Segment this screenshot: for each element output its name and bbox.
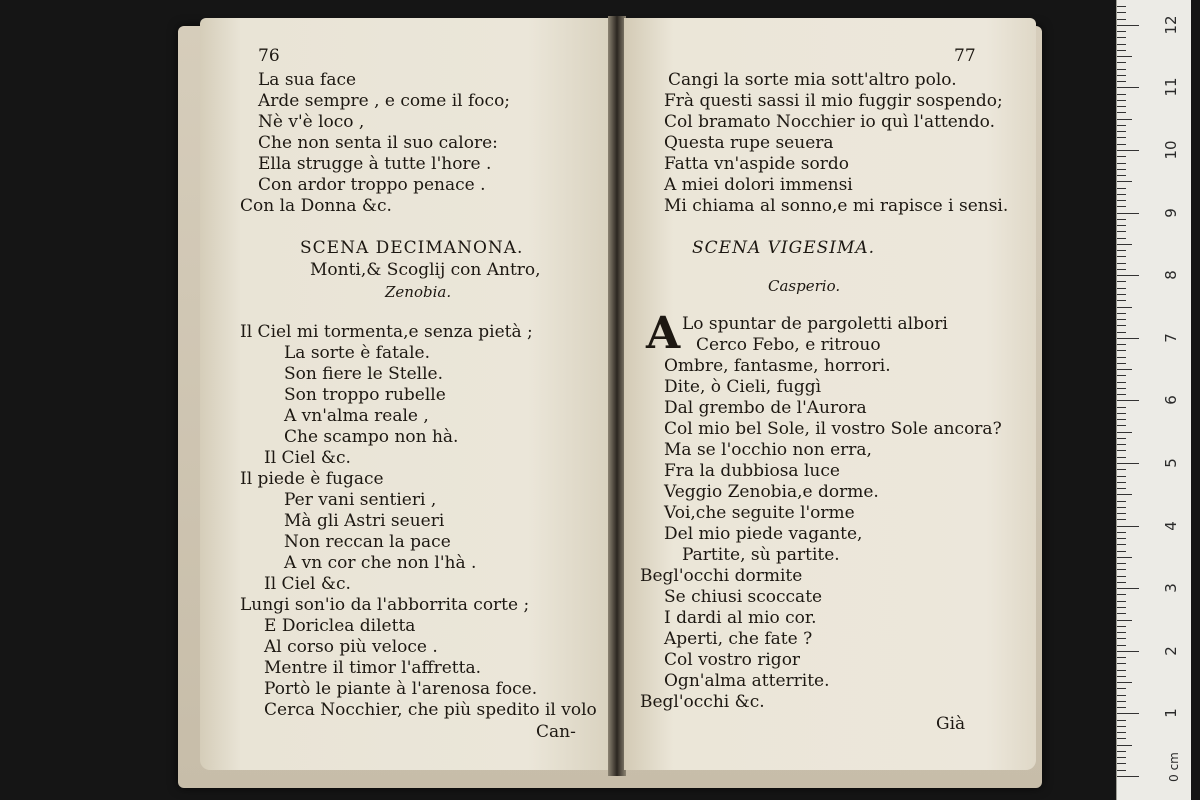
ruler-tick xyxy=(1117,476,1126,477)
text-line: A vn cor che non l'hà . xyxy=(284,553,477,573)
ruler-tick xyxy=(1117,576,1126,577)
text-line: Fra la dubbiosa luce xyxy=(664,461,840,481)
text-line: A vn'alma reale , xyxy=(284,406,429,426)
ruler-tick xyxy=(1117,244,1132,245)
text-line: Il Ciel &c. xyxy=(264,574,351,594)
text-line: Aperti, che fate ? xyxy=(664,629,813,649)
ruler-tick xyxy=(1117,375,1126,376)
ruler-tick xyxy=(1117,457,1126,458)
text-line: Son fiere le Stelle. xyxy=(284,364,444,384)
ruler-tick xyxy=(1117,131,1126,132)
ruler-number: 12 xyxy=(1162,15,1180,35)
ruler-tick xyxy=(1117,156,1126,157)
ruler-tick xyxy=(1117,256,1126,257)
text-line: Che scampo non hà. xyxy=(284,427,459,447)
ruler-tick xyxy=(1117,6,1126,7)
text-line: Voi,che seguite l'orme xyxy=(664,503,855,523)
ruler-tick xyxy=(1117,206,1126,207)
ruler-tick xyxy=(1117,175,1126,176)
ruler-tick xyxy=(1117,695,1126,696)
ruler-tick xyxy=(1117,544,1126,545)
text-line: Ogn'alma atterrite. xyxy=(664,671,830,691)
ruler-tick xyxy=(1117,776,1139,777)
text-line: Fatta vn'aspide sordo xyxy=(664,154,849,174)
ruler-tick xyxy=(1117,87,1139,88)
text-line: Begl'occhi dormite xyxy=(640,566,803,586)
scene-heading: SCENA DECIMANONA. xyxy=(300,238,524,258)
ruler-tick xyxy=(1117,163,1126,164)
character-name: Zenobia. xyxy=(385,283,452,301)
ruler-tick xyxy=(1117,44,1126,45)
page-number: 76 xyxy=(258,46,280,66)
ruler-tick xyxy=(1117,225,1126,226)
ruler-tick xyxy=(1117,488,1126,489)
ruler-tick xyxy=(1117,582,1126,583)
ruler-tick xyxy=(1117,682,1132,683)
ruler-tick xyxy=(1117,645,1126,646)
ruler-tick xyxy=(1117,112,1126,113)
ruler-tick xyxy=(1117,732,1126,733)
ruler-tick xyxy=(1117,388,1126,389)
ruler-tick xyxy=(1117,613,1126,614)
text-line: Lungi son'io da l'abborrita corte ; xyxy=(240,595,530,615)
text-line: Nè v'è loco , xyxy=(258,112,365,132)
catchword: Già xyxy=(936,714,966,734)
scene-setting: Monti,& Scoglij con Antro, xyxy=(310,260,541,280)
ruler-tick xyxy=(1117,413,1126,414)
ruler-tick xyxy=(1117,713,1139,714)
ruler-tick xyxy=(1117,425,1126,426)
text-line: Questa rupe seuera xyxy=(664,133,834,153)
ruler-tick xyxy=(1117,181,1132,182)
ruler-tick xyxy=(1117,300,1126,301)
ruler-tick xyxy=(1117,219,1126,220)
ruler-tick xyxy=(1117,37,1126,38)
ruler-tick xyxy=(1117,569,1126,570)
ruler-number: 4 xyxy=(1162,520,1180,531)
ruler-tick xyxy=(1117,657,1126,658)
ruler-tick xyxy=(1117,563,1126,564)
ruler-number: 5 xyxy=(1162,458,1180,468)
ruler-tick xyxy=(1117,382,1126,383)
ruler-tick xyxy=(1117,31,1126,32)
ruler-tick xyxy=(1117,588,1139,589)
ruler-tick xyxy=(1117,106,1126,107)
catchword: Can- xyxy=(536,722,576,742)
ruler-tick xyxy=(1117,319,1126,320)
ruler-tick xyxy=(1117,269,1126,270)
text-line: Il Ciel &c. xyxy=(264,448,351,468)
ruler-tick xyxy=(1117,231,1126,232)
ruler-tick xyxy=(1117,632,1126,633)
ruler-tick xyxy=(1117,701,1126,702)
ruler-tick xyxy=(1117,169,1126,170)
text-line: Partite, sù partite. xyxy=(682,545,840,565)
ruler-tick xyxy=(1117,281,1126,282)
text-line: I dardi al mio cor. xyxy=(664,608,817,628)
drop-cap: A xyxy=(646,308,681,359)
text-line: Dal grembo de l'Aurora xyxy=(664,398,867,418)
ruler-tick xyxy=(1117,100,1126,101)
ruler-tick xyxy=(1117,294,1126,295)
ruler-tick xyxy=(1117,438,1126,439)
ruler-tick xyxy=(1117,144,1126,145)
ruler-tick xyxy=(1117,507,1126,508)
text-line: Ella strugge à tutte l'hore . xyxy=(258,154,492,174)
ruler-tick xyxy=(1117,344,1126,345)
text-line: Dite, ò Cieli, fuggì xyxy=(664,377,822,397)
text-line: Begl'occhi &c. xyxy=(640,692,765,712)
ruler-tick xyxy=(1117,720,1126,721)
text-line: E Doriclea diletta xyxy=(264,616,416,636)
text-line: Per vani sentieri , xyxy=(284,490,437,510)
text-line: Veggio Zenobia,e dorme. xyxy=(664,482,879,502)
open-book xyxy=(172,12,1052,787)
ruler-number: 11 xyxy=(1162,77,1180,97)
ruler-tick xyxy=(1117,738,1126,739)
text-line: A miei dolori immensi xyxy=(664,175,853,195)
ruler-tick xyxy=(1117,363,1126,364)
ruler-tick xyxy=(1117,745,1132,746)
text-line: Mentre il timor l'affretta. xyxy=(264,658,481,678)
ruler-tick xyxy=(1117,137,1126,138)
ruler-tick xyxy=(1117,325,1126,326)
ruler-tick xyxy=(1117,62,1126,63)
text-line: Cangi la sorte mia sott'altro polo. xyxy=(668,70,957,90)
text-line: Ma se l'occhio non erra, xyxy=(664,440,872,460)
ruler-tick xyxy=(1117,69,1126,70)
ruler-tick xyxy=(1117,594,1126,595)
ruler-unit-label: 0 cm xyxy=(1166,752,1181,782)
left-page xyxy=(200,18,610,770)
ruler-tick xyxy=(1117,419,1126,420)
ruler-tick xyxy=(1117,263,1126,264)
character-name: Casperio. xyxy=(768,277,841,295)
ruler-tick xyxy=(1117,194,1126,195)
ruler-tick xyxy=(1117,275,1139,276)
ruler-tick xyxy=(1117,757,1126,758)
text-line: Col vostro rigor xyxy=(664,650,801,670)
ruler-tick xyxy=(1117,501,1126,502)
text-line: Son troppo rubelle xyxy=(284,385,446,405)
ruler-tick xyxy=(1117,751,1126,752)
ruler-tick xyxy=(1117,519,1126,520)
text-line: Ombre, fantasme, horrori. xyxy=(664,356,891,376)
ruler-tick xyxy=(1117,663,1126,664)
ruler-tick xyxy=(1117,638,1126,639)
ruler-number: 2 xyxy=(1162,646,1180,656)
ruler-number: 1 xyxy=(1162,708,1180,719)
ruler-number: 6 xyxy=(1162,395,1180,406)
ruler-tick xyxy=(1117,526,1139,527)
text-line: Arde sempre , e come il foco; xyxy=(258,91,511,111)
text-line: Al corso più veloce . xyxy=(264,637,438,657)
ruler-tick xyxy=(1117,688,1126,689)
ruler-tick xyxy=(1117,12,1126,13)
text-line: Se chiusi scoccate xyxy=(664,587,823,607)
text-line: Portò le piante à l'arenosa foce. xyxy=(264,679,538,699)
measuring-ruler xyxy=(1116,0,1191,800)
ruler-tick xyxy=(1117,538,1126,539)
text-line: La sorte è fatale. xyxy=(284,343,430,363)
text-line: Il piede è fugace xyxy=(240,469,384,489)
text-line: Col mio bel Sole, il vostro Sole ancora? xyxy=(664,419,1002,439)
ruler-tick xyxy=(1117,369,1132,370)
ruler-number: 10 xyxy=(1162,140,1180,160)
ruler-tick xyxy=(1117,56,1132,57)
text-line: Mi chiama al sonno,e mi rapisce i sensi. xyxy=(664,196,1009,216)
ruler-tick xyxy=(1117,213,1139,214)
ruler-tick xyxy=(1117,626,1126,627)
ruler-tick xyxy=(1117,250,1126,251)
ruler-number: 9 xyxy=(1162,207,1180,218)
ruler-tick xyxy=(1117,450,1126,451)
ruler-tick xyxy=(1117,25,1139,26)
ruler-tick xyxy=(1117,94,1126,95)
text-line: Cerco Febo, e ritrouo xyxy=(696,335,881,355)
ruler-tick xyxy=(1117,557,1132,558)
ruler-tick xyxy=(1117,432,1132,433)
ruler-tick xyxy=(1117,707,1126,708)
ruler-tick xyxy=(1117,763,1126,764)
ruler-tick xyxy=(1117,651,1139,652)
ruler-tick xyxy=(1117,350,1126,351)
ruler-tick xyxy=(1117,532,1126,533)
ruler-tick xyxy=(1117,150,1139,151)
ruler-tick xyxy=(1117,332,1126,333)
ruler-tick xyxy=(1117,726,1126,727)
text-line: Lo spuntar de pargoletti albori xyxy=(682,314,948,334)
ruler-tick xyxy=(1117,288,1126,289)
text-line: Con ardor troppo penace . xyxy=(258,175,486,195)
page-number: 77 xyxy=(954,46,976,66)
ruler-tick xyxy=(1117,313,1126,314)
ruler-tick xyxy=(1117,620,1132,621)
ruler-tick xyxy=(1117,357,1126,358)
text-line: Il Ciel mi tormenta,e senza pietà ; xyxy=(240,322,533,342)
text-line: Cerca Nocchier, che più spedito il volo xyxy=(264,700,597,720)
ruler-tick xyxy=(1117,119,1132,120)
ruler-tick xyxy=(1117,81,1126,82)
text-line: Che non senta il suo calore: xyxy=(258,133,498,153)
ruler-tick xyxy=(1117,307,1132,308)
text-line: Mà gli Astri seueri xyxy=(284,511,445,531)
ruler-tick xyxy=(1117,676,1126,677)
ruler-tick xyxy=(1117,482,1126,483)
ruler-tick xyxy=(1117,338,1139,339)
ruler-tick xyxy=(1117,670,1126,671)
text-line: Col bramato Nocchier io quì l'attendo. xyxy=(664,112,995,132)
ruler-tick xyxy=(1117,513,1126,514)
right-page xyxy=(624,18,1036,770)
ruler-number: 8 xyxy=(1162,270,1180,280)
text-line: Con la Donna &c. xyxy=(240,196,392,216)
ruler-tick xyxy=(1117,770,1126,771)
text-line: Del mio piede vagante, xyxy=(664,524,863,544)
ruler-tick xyxy=(1117,407,1126,408)
ruler-tick xyxy=(1117,125,1126,126)
ruler-tick xyxy=(1117,50,1126,51)
ruler-tick xyxy=(1117,75,1126,76)
text-line: Non reccan la pace xyxy=(284,532,451,552)
ruler-tick xyxy=(1117,601,1126,602)
ruler-number: 3 xyxy=(1162,583,1180,593)
ruler-tick xyxy=(1117,494,1132,495)
ruler-tick xyxy=(1117,551,1126,552)
ruler-tick xyxy=(1117,238,1126,239)
ruler-tick xyxy=(1117,400,1139,401)
ruler-number: 7 xyxy=(1162,333,1180,343)
ruler-tick xyxy=(1117,394,1126,395)
ruler-tick xyxy=(1117,469,1126,470)
ruler-tick xyxy=(1117,19,1126,20)
ruler-tick xyxy=(1117,200,1126,201)
text-line: La sua face xyxy=(258,70,357,90)
scene-heading: SCENA VIGESIMA. xyxy=(692,238,876,258)
text-line: Frà questi sassi il mio fuggir sospendo; xyxy=(664,91,1003,111)
ruler-tick xyxy=(1117,188,1126,189)
ruler-tick xyxy=(1117,444,1126,445)
ruler-tick xyxy=(1117,607,1126,608)
ruler-tick xyxy=(1117,463,1139,464)
